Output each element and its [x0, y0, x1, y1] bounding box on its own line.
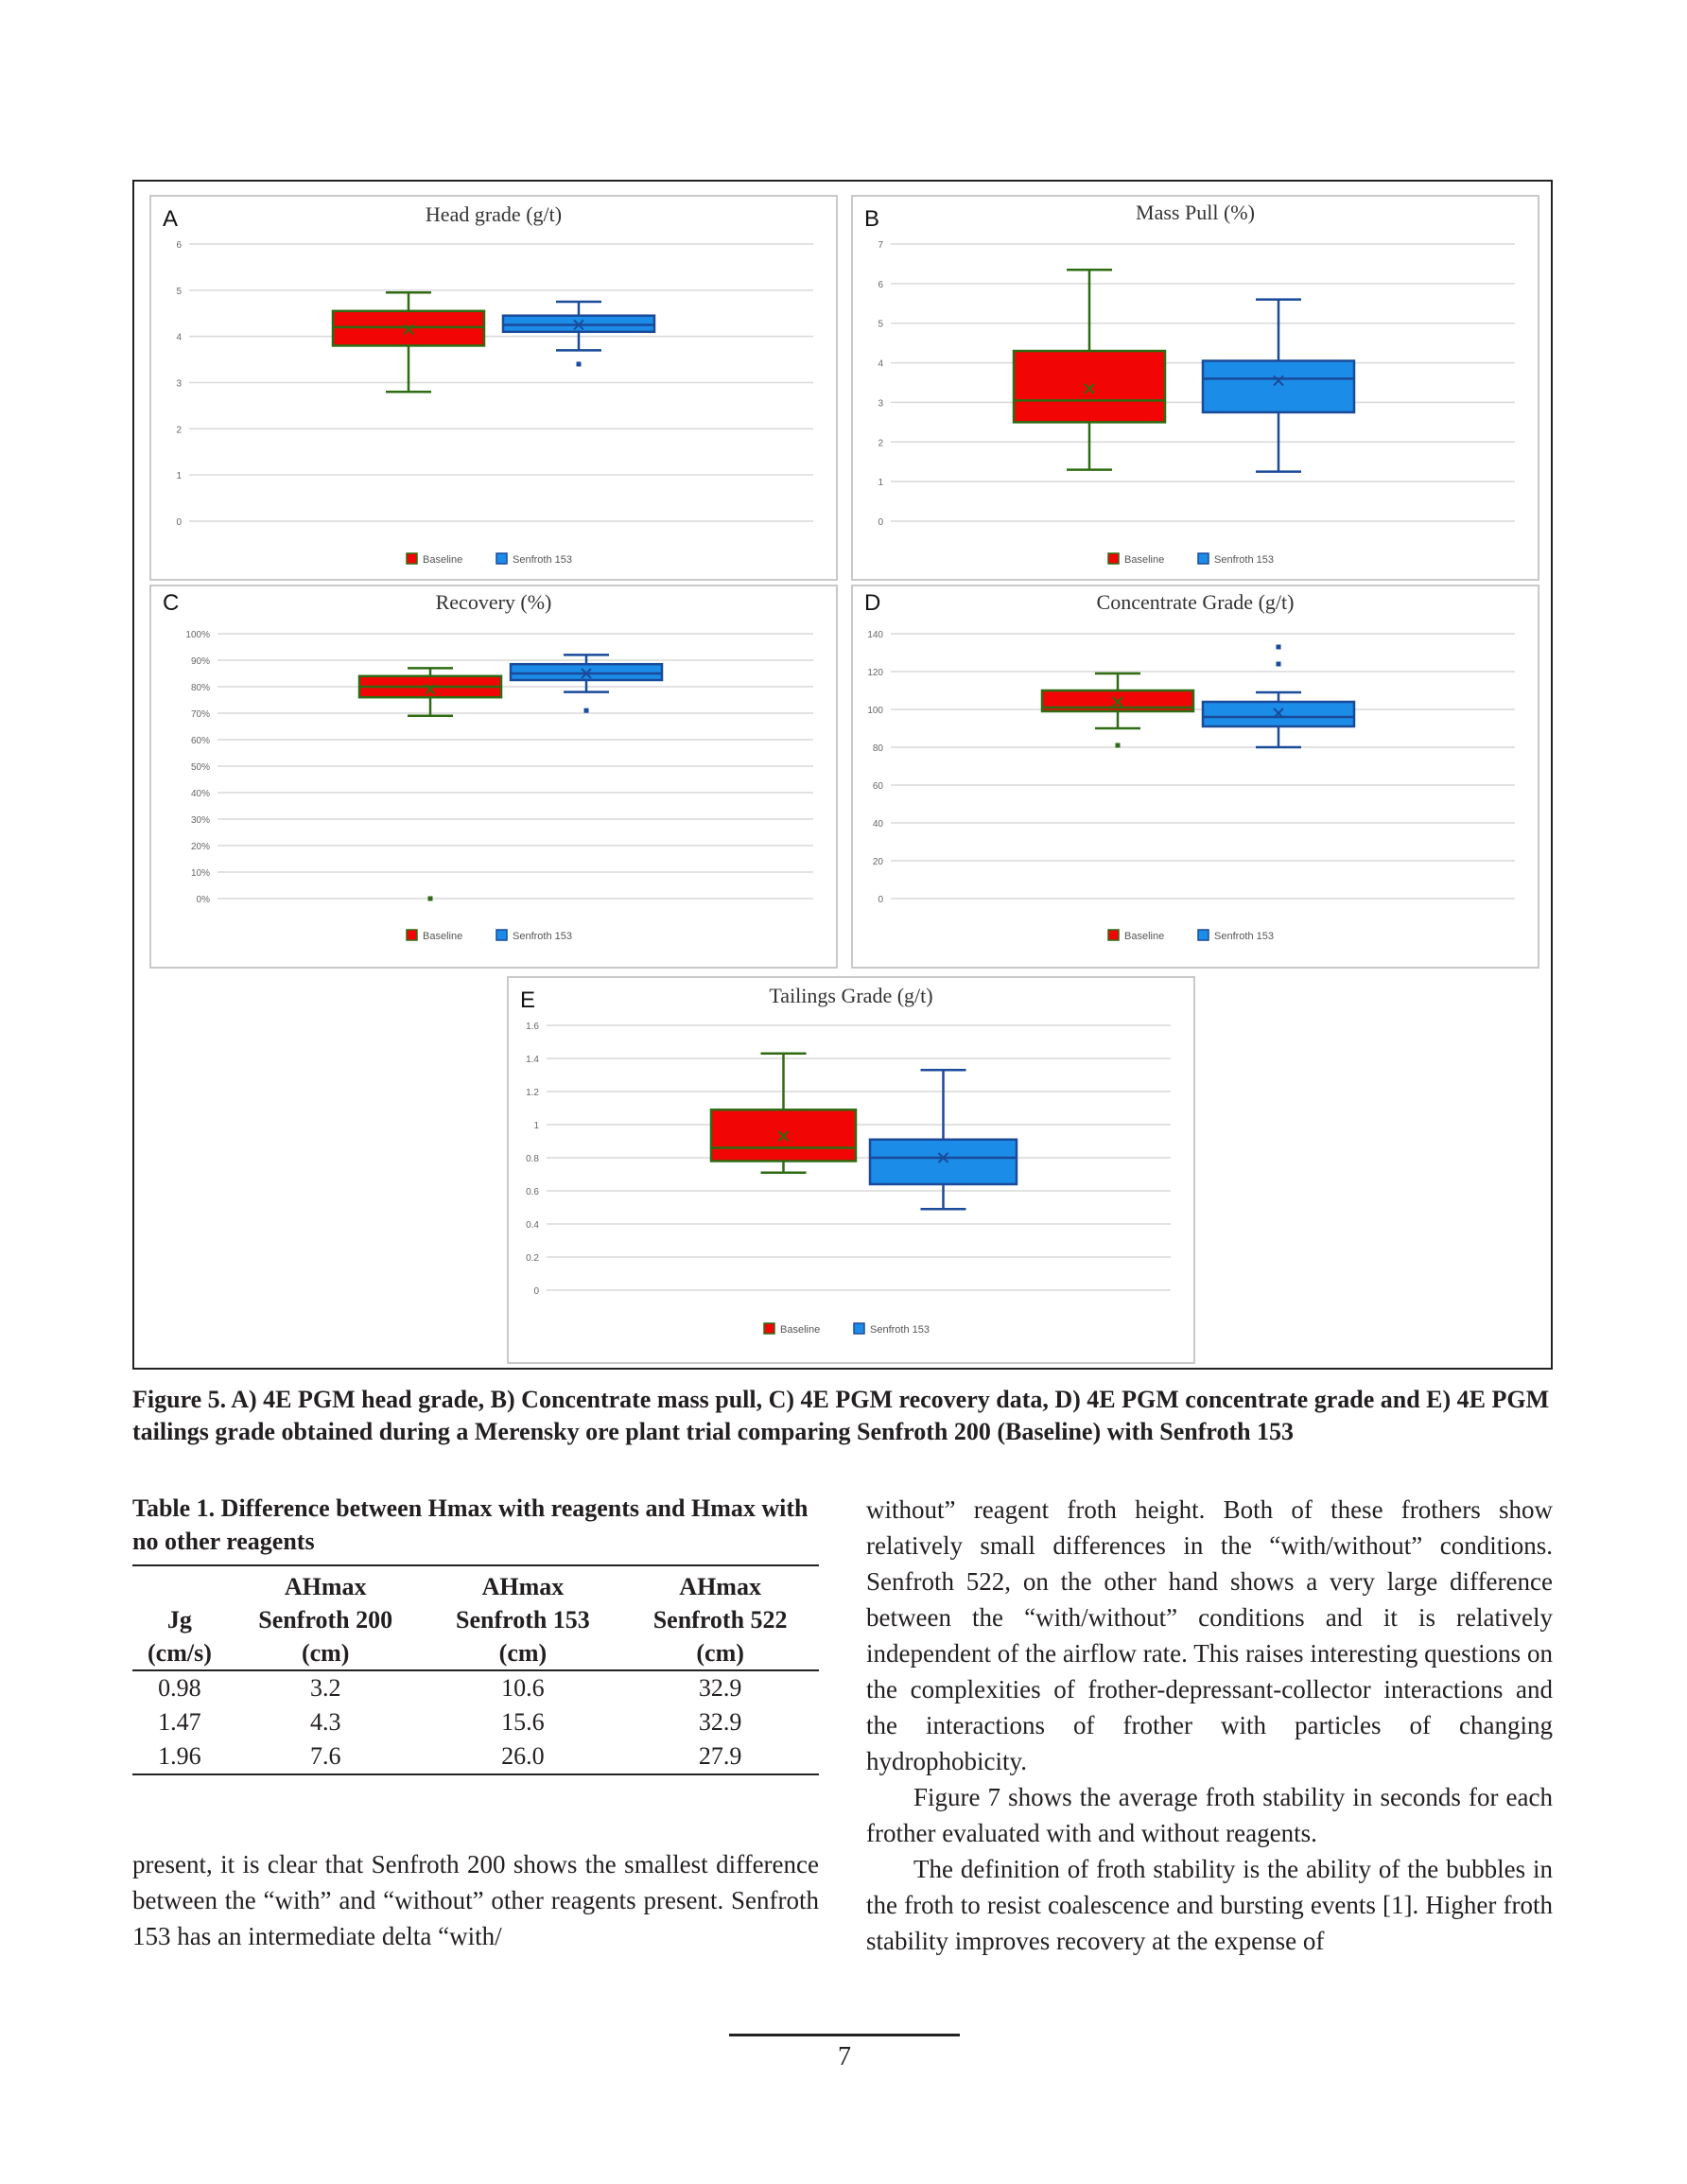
- y-tick-label: 60%: [190, 736, 210, 746]
- header-cell: Senfroth 200: [258, 1606, 393, 1634]
- table-cell: 15.6: [501, 1708, 545, 1736]
- legend-swatch: [1198, 553, 1209, 564]
- chart-svg-d: [853, 586, 1538, 967]
- legend-label: Baseline: [423, 554, 463, 566]
- y-tick-label: 0: [878, 895, 883, 905]
- y-tick-label: 6: [878, 279, 883, 290]
- table-cell: 1.96: [132, 1739, 227, 1774]
- panel-label-a: A: [163, 206, 179, 232]
- table-cell: 3.2: [309, 1674, 341, 1702]
- chart-svg-e: [509, 978, 1193, 1362]
- header-cell: AHmax: [425, 1565, 622, 1603]
- table-cell: 32.9: [698, 1708, 742, 1736]
- y-tick-label: 120: [867, 668, 883, 678]
- legend-label: Baseline: [423, 931, 463, 942]
- y-tick-label: 70%: [190, 709, 210, 720]
- footer-rule: [729, 2034, 960, 2036]
- header-cell: (cm): [227, 1636, 425, 1670]
- chart-panel-c: [149, 585, 838, 969]
- y-tick-label: 0.2: [526, 1253, 539, 1264]
- legend-label: Senfroth 153: [1214, 931, 1274, 942]
- y-tick-label: 0.8: [526, 1154, 539, 1164]
- y-tick-label: 80: [872, 743, 883, 754]
- left-column-text: [132, 1846, 819, 1954]
- y-tick-label: 20: [872, 857, 883, 867]
- y-tick-label: 100: [867, 706, 883, 716]
- table-cell: 32.9: [698, 1674, 742, 1702]
- chart-title-b: Mass Pull (%): [1136, 201, 1255, 224]
- header-cell: AHmax: [621, 1565, 819, 1603]
- header-cell: (cm/s): [132, 1636, 227, 1670]
- y-tick-label: 100%: [185, 630, 210, 640]
- legend-swatch: [764, 1323, 774, 1334]
- chart-title-c: Recovery (%): [435, 590, 552, 614]
- y-tick-label: 4: [176, 332, 182, 343]
- chart-title-d: Concentrate Grade (g/t): [1096, 590, 1295, 614]
- y-tick-label: 90%: [190, 656, 210, 667]
- legend-label: Baseline: [1124, 554, 1165, 566]
- legend-swatch: [407, 930, 417, 940]
- chart-panel-d: [851, 585, 1539, 969]
- table-header-row: [132, 1636, 819, 1670]
- page-number: 7: [838, 2042, 851, 2071]
- y-tick-label: 1.4: [526, 1055, 539, 1065]
- table-title: Table 1. Difference between Hmax with reagents and Hmax with no other reagents: [132, 1494, 809, 1555]
- panel-label-b: B: [864, 206, 880, 232]
- table-header-row: [132, 1603, 819, 1636]
- paragraph: present, it is clear that Senfroth 200 shows the smallest difference between the “with” and “without” other reagents present. Senfroth 153 has an intermediate delta “with/: [132, 1850, 819, 1950]
- table-row: [132, 1670, 819, 1705]
- chart-panel-e: [507, 976, 1195, 1364]
- panel-label-c: C: [163, 590, 180, 616]
- y-tick-label: 0: [176, 517, 182, 528]
- y-tick-label: 2: [878, 438, 883, 449]
- outlier-point: [1116, 743, 1121, 748]
- legend-label: Senfroth 153: [513, 931, 572, 942]
- y-tick-label: 2: [176, 425, 182, 436]
- y-tick-label: 1.2: [526, 1088, 539, 1098]
- box-baseline: [1014, 351, 1165, 422]
- legend-swatch: [1198, 930, 1209, 940]
- table-row: [132, 1705, 819, 1739]
- figure-frame: [132, 180, 1553, 1370]
- outlier-point: [1277, 645, 1281, 650]
- paragraph: without” reagent froth height. Both of these frothers show relatively small differences in the “with/without” conditions. Senfroth 522, on the other hand shows a very large difference between the “with/without” conditions and it is relatively independent of the airflow rate. This raises interesting questions on the complexities of frother-depressant-collector interactions and the interactions of frother with particles of changing hydrophobicity.: [866, 1495, 1553, 1775]
- paragraph: Figure 7 shows the average froth stability in seconds for each frother evaluated with and without reagents.: [866, 1783, 1553, 1847]
- y-tick-label: 1.6: [526, 1022, 539, 1032]
- header-cell: Jg: [166, 1606, 192, 1634]
- table-header-row: [132, 1565, 819, 1603]
- legend-label: Senfroth 153: [513, 554, 572, 566]
- y-tick-label: 3: [176, 378, 182, 390]
- panel-label-e: E: [520, 987, 536, 1013]
- y-tick-label: 50%: [190, 762, 210, 773]
- box-senfroth-153: [870, 1140, 1017, 1184]
- outlier-point: [1277, 662, 1281, 667]
- legend-label: Senfroth 153: [1214, 554, 1274, 566]
- chart-title-a: Head grade (g/t): [425, 202, 563, 226]
- legend-swatch: [1108, 553, 1119, 564]
- outlier-point: [577, 361, 582, 366]
- y-tick-label: 0.6: [526, 1187, 539, 1197]
- table-cell: 10.6: [501, 1674, 545, 1702]
- y-tick-label: 60: [872, 781, 883, 792]
- y-tick-label: 7: [878, 240, 883, 251]
- data-table: [132, 1564, 819, 1775]
- header-cell: Senfroth 153: [456, 1606, 590, 1634]
- header-cell: (cm): [621, 1636, 819, 1670]
- legend-swatch: [496, 553, 507, 564]
- y-tick-label: 4: [878, 358, 883, 370]
- y-tick-label: 5: [878, 319, 883, 330]
- table-row: [132, 1739, 819, 1774]
- y-tick-label: 1: [533, 1121, 539, 1131]
- table-cell: 1.47: [158, 1708, 201, 1736]
- figure-caption: Figure 5. A) 4E PGM head grade, B) Concentrate mass pull, C) 4E PGM recovery data, D) 4E PGM concentrate grade and E) 4E PGM tailings grade obtained during a Merensky ore plant trial comparing Senfroth 200 (Baseline) with Senfroth 153: [132, 1386, 1550, 1445]
- legend-swatch: [407, 553, 417, 564]
- legend-label: Senfroth 153: [870, 1324, 930, 1336]
- header-cell: AHmax: [227, 1565, 425, 1603]
- header-cell: (cm): [425, 1636, 622, 1670]
- table-cell: 4.3: [309, 1708, 341, 1736]
- legend-swatch: [854, 1323, 864, 1334]
- y-tick-label: 10%: [190, 868, 210, 879]
- paragraph: The definition of froth stability is the ability of the bubbles in the froth to resist coalescence and bursting events [1]. Higher froth stability improves recovery at the expense of: [866, 1855, 1553, 1955]
- outlier-point: [584, 708, 589, 713]
- y-tick-label: 0: [533, 1286, 539, 1297]
- chart-title-e: Tailings Grade (g/t): [769, 984, 933, 1007]
- chart-panel-b: [851, 195, 1539, 581]
- chart-svg-b: [853, 197, 1538, 579]
- table-cell: 27.9: [621, 1739, 819, 1774]
- chart-panel-a: [149, 195, 838, 581]
- y-tick-label: 0: [878, 517, 883, 528]
- y-tick-label: 5: [176, 286, 182, 297]
- table-cell: 0.98: [158, 1674, 201, 1702]
- legend-label: Baseline: [780, 1324, 821, 1336]
- table-cell: 26.0: [425, 1739, 622, 1774]
- box-senfroth-153: [1203, 360, 1354, 411]
- table-cell: 7.6: [227, 1739, 425, 1774]
- header-cell: [132, 1565, 227, 1603]
- y-tick-label: 140: [867, 630, 883, 640]
- y-tick-label: 80%: [190, 683, 210, 693]
- y-tick-label: 1: [878, 478, 883, 489]
- chart-svg-c: [151, 586, 836, 967]
- outlier-point: [428, 897, 433, 901]
- header-cell: Senfroth 522: [652, 1606, 788, 1634]
- legend-swatch: [496, 930, 507, 940]
- y-tick-label: 1: [176, 471, 182, 482]
- legend-label: Baseline: [1124, 931, 1165, 942]
- y-tick-label: 0%: [196, 895, 210, 905]
- y-tick-label: 40: [872, 819, 883, 830]
- y-tick-label: 20%: [190, 842, 210, 852]
- y-tick-label: 0.4: [526, 1220, 539, 1231]
- panel-label-d: D: [864, 590, 881, 616]
- y-tick-label: 3: [878, 398, 883, 410]
- y-tick-label: 40%: [190, 789, 210, 799]
- legend-swatch: [1108, 930, 1119, 940]
- y-tick-label: 30%: [190, 815, 210, 826]
- chart-svg-a: [151, 197, 836, 579]
- y-tick-label: 6: [176, 240, 182, 251]
- right-column-text: [866, 1492, 1553, 1959]
